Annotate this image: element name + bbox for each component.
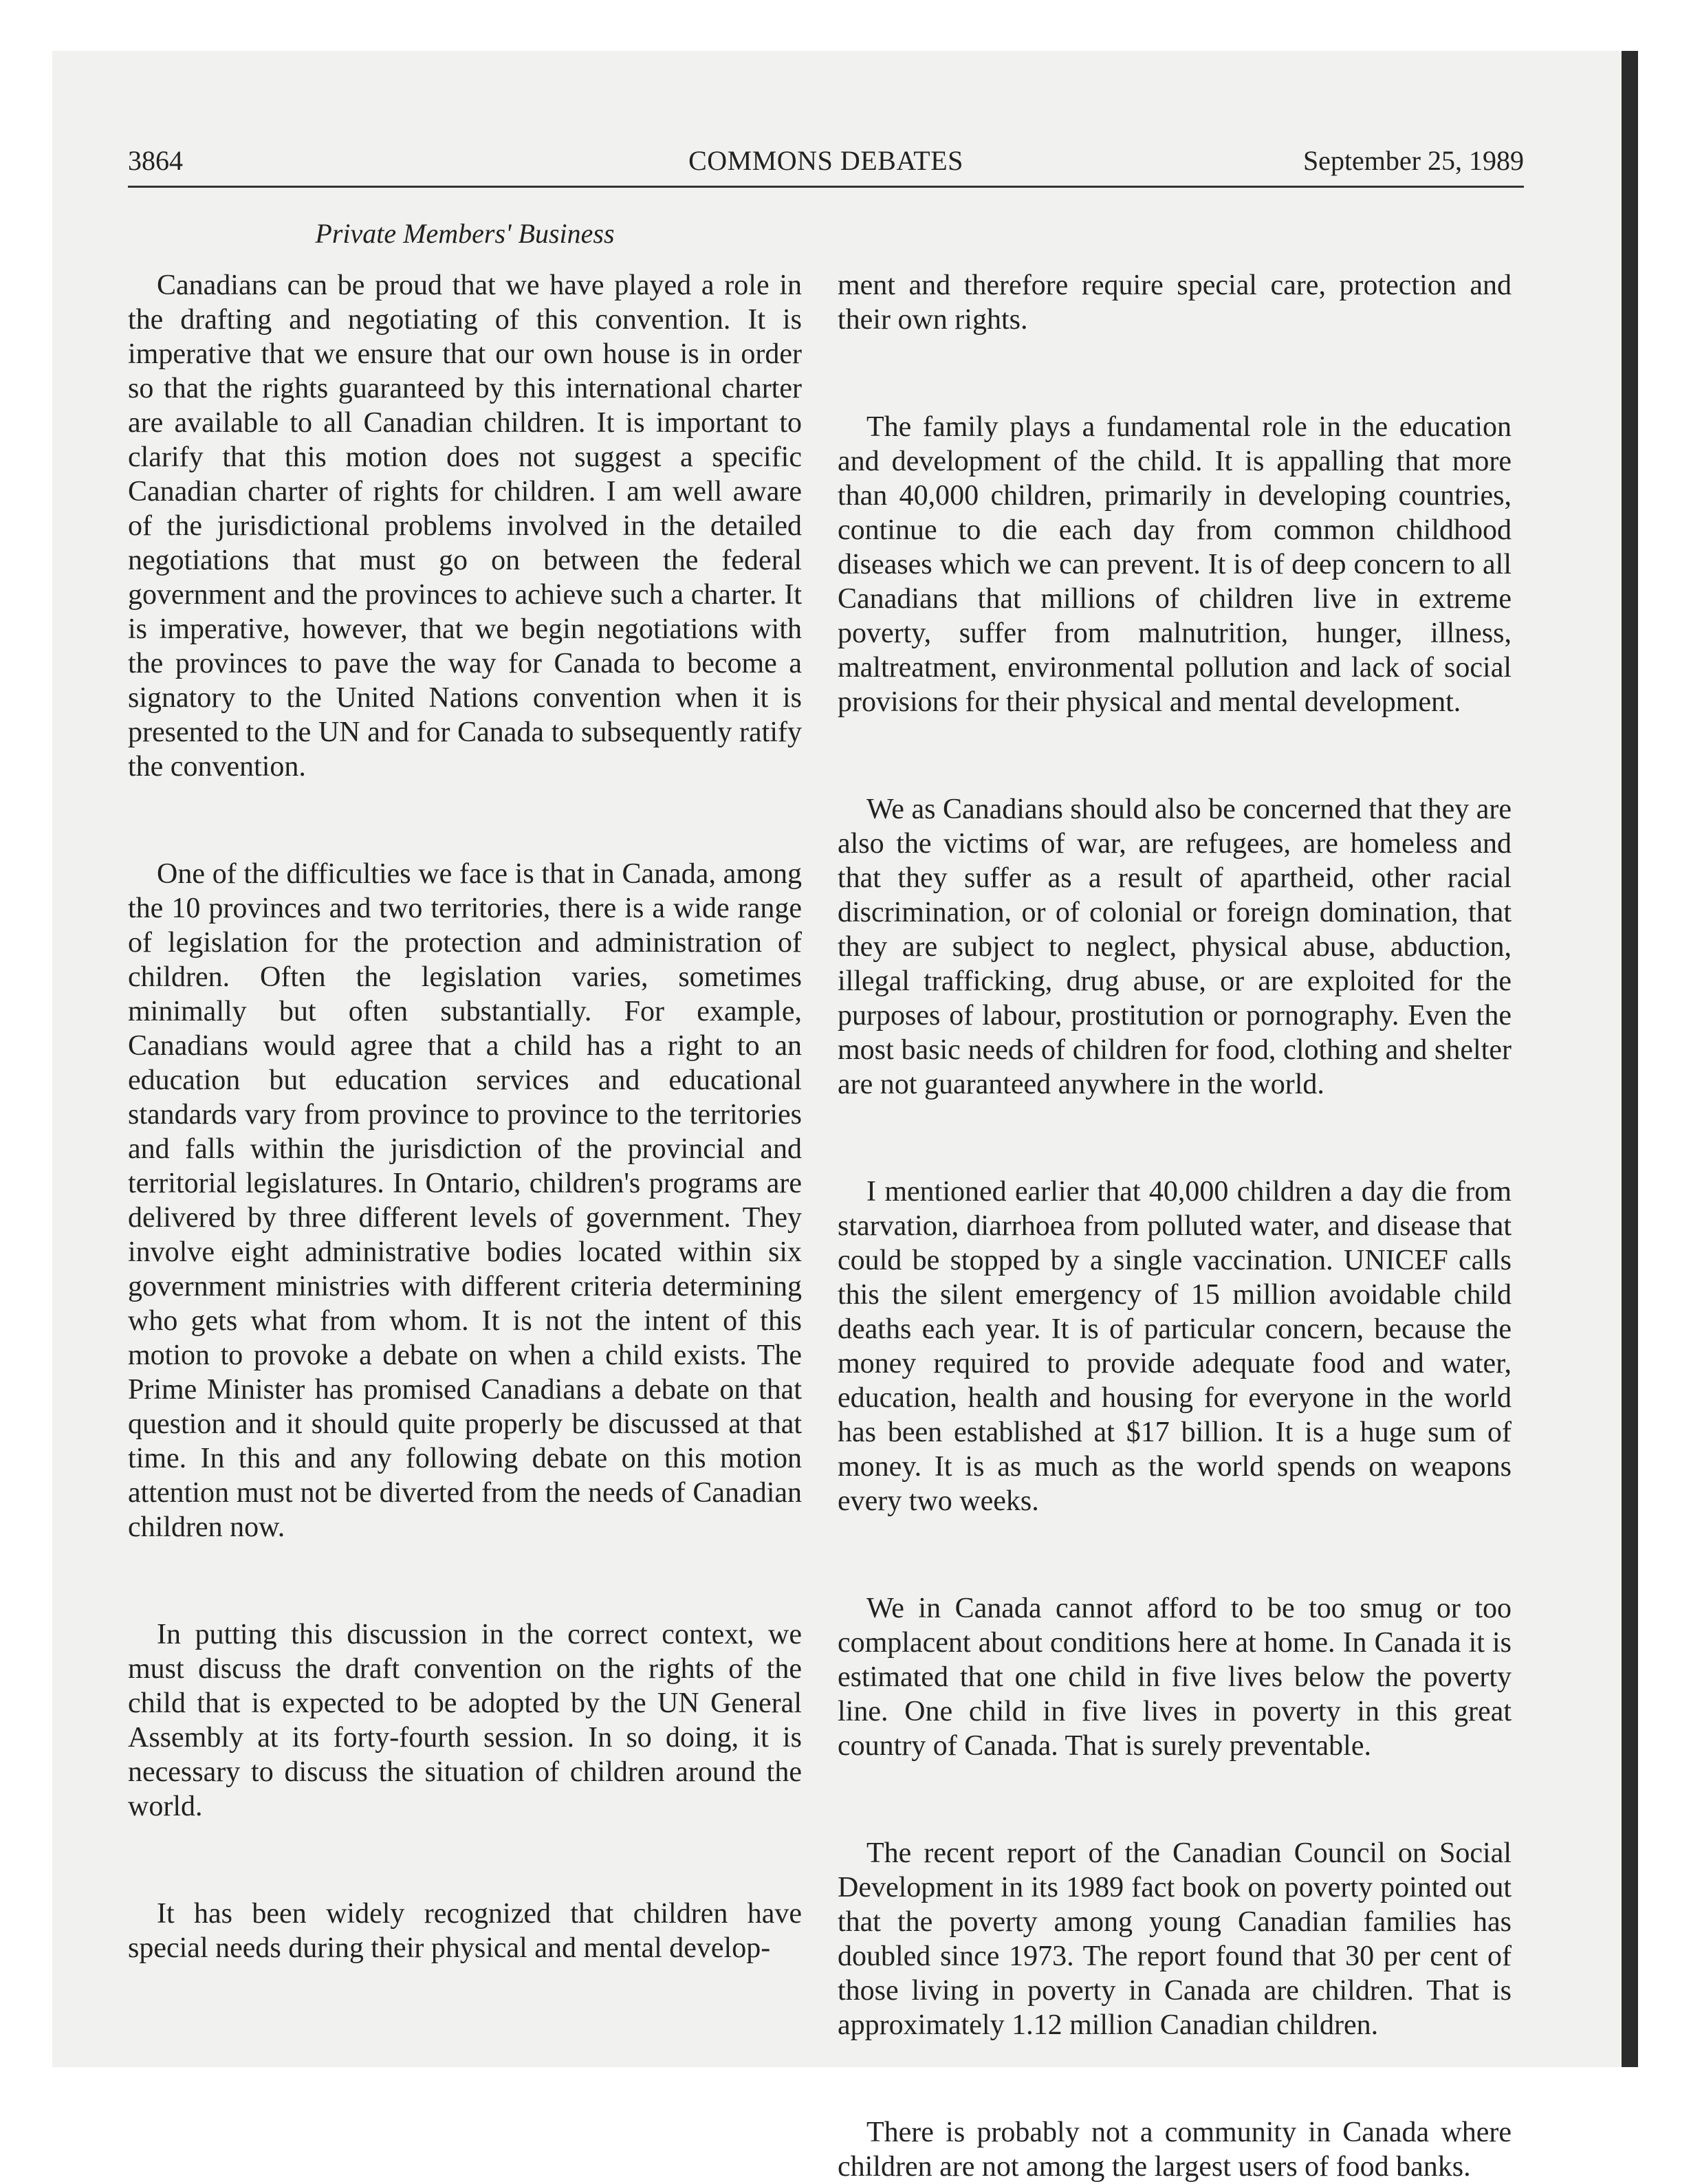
section-heading: Private Members' Business	[315, 218, 615, 249]
right-column	[838, 268, 1512, 2184]
left-column	[128, 268, 802, 1965]
paragraph: One of the difficulties we face is that in Canada, among the 10 provinces and two territories, there is a wide range of legislation for the protection and administration of children. Often the legislation varies, sometimes minimally but often substantially. For example, Canadians would agree that a child has a right to an education but education services and educational standards vary from province to province to the territories and falls within the jurisdiction of the provincial and territorial legislatures. In Ontario, children's programs are delivered by three different levels of government. They involve eight administrative bodies located within six government ministries with different criteria determining who gets what from whom. It is not the intent of this motion to provoke a debate on when a child exists. The Prime Minister has promised Canadians a debate on that question and it should quite properly be discussed at that time. In this and any following debate on this motion attention must not be diverted from the needs of Canadian children now.	[128, 858, 802, 1543]
paragraph: It has been widely recognized that children have special needs during their physical and mental develop-	[128, 1898, 802, 1964]
paragraph: I mentioned earlier that 40,000 children a day die from starvation, diarrhoea from polluted water, and disease that could be stopped by a single vaccination. UNICEF calls this the silent emergency of 15 million avoidable child deaths each year. It is of particular concern, because the money required to provide adequate food and water, education, health and housing for everyone in the world has been established at $17 billion. It is a huge sum of money. It is as much as the world spends on weapons every two weeks.	[838, 1176, 1512, 1517]
paragraph: In putting this discussion in the correct context, we must discuss the draft convention on the rights of the child that is expected to be adopted by the UN General Assembly at its forty-fourth session. In so doing, it is necessary to discuss the situation of children around the world.	[128, 1619, 802, 1822]
page-number: 3864	[128, 145, 183, 176]
publication-date: September 25, 1989	[1302, 145, 1524, 176]
paragraph: We in Canada cannot afford to be too smug or too complacent about conditions here at home. In Canada it is estimated that one child in five lives below the poverty line. One child in five lives in poverty in this great country of Canada. That is surely preventable.	[838, 1593, 1512, 1762]
paragraph: There is probably not a community in Canada where children are not among the largest users of food banks.	[838, 2117, 1512, 2183]
paragraph: The recent report of the Canadian Council on Social Development in its 1989 fact book on poverty pointed out that the poverty among young Canadian families has doubled since 1973. The report found that 30 per cent of those living in poverty in Canada are children. That is approximately 1.12 million Canadian children.	[838, 1837, 1512, 2041]
paragraph: We as Canadians should also be concerned that they are also the victims of war, are refugees, are homeless and that they suffer as a result of apartheid, other racial discrimination, or of colonial or foreign domination, that they are subject to neglect, physical abuse, abduction, illegal trafficking, drug abuse, or are exploited for the purposes of labour, prostitution or pornography. Even the most basic needs of children for food, clothing and shelter are not guaranteed anywhere in the world.	[838, 794, 1512, 1100]
paragraph: Canadians can be proud that we have played a role in the drafting and negotiating of this convention. It is imperative that we ensure that our own house is in order so that the rights guaranteed by this international charter are available to all Canadian children. It is important to clarify that this motion does not suggest a specific Canadian charter of rights for children. I am well aware of the jurisdictional problems involved in the detailed negotiations that must go on between the federal government and the provinces to achieve such a charter. It is imperative, however, that we begin negotiations with the provinces to pave the way for Canada to become a signatory to the United Nations convention when it is presented to the UN and for Canada to subsequently ratify the convention.	[128, 270, 802, 783]
scan-edge-bar	[1622, 51, 1638, 2067]
paragraph-continuation: ment and therefore require special care, protection and their own rights.	[838, 270, 1512, 336]
paragraph: The family plays a fundamental role in the education and development of the child. It is appalling that more than 40,000 children, primarily in developing countries, continue to die each day from common childhood diseases which we can prevent. It is of deep concern to all Canadians that millions of children live in extreme poverty, suffer from malnutrition, hunger, illness, maltreatment, environmental pollution and lack of social provisions for their physical and mental development.	[838, 411, 1512, 718]
page-header	[128, 140, 1524, 188]
publication-title: COMMONS DEBATES	[688, 145, 963, 176]
